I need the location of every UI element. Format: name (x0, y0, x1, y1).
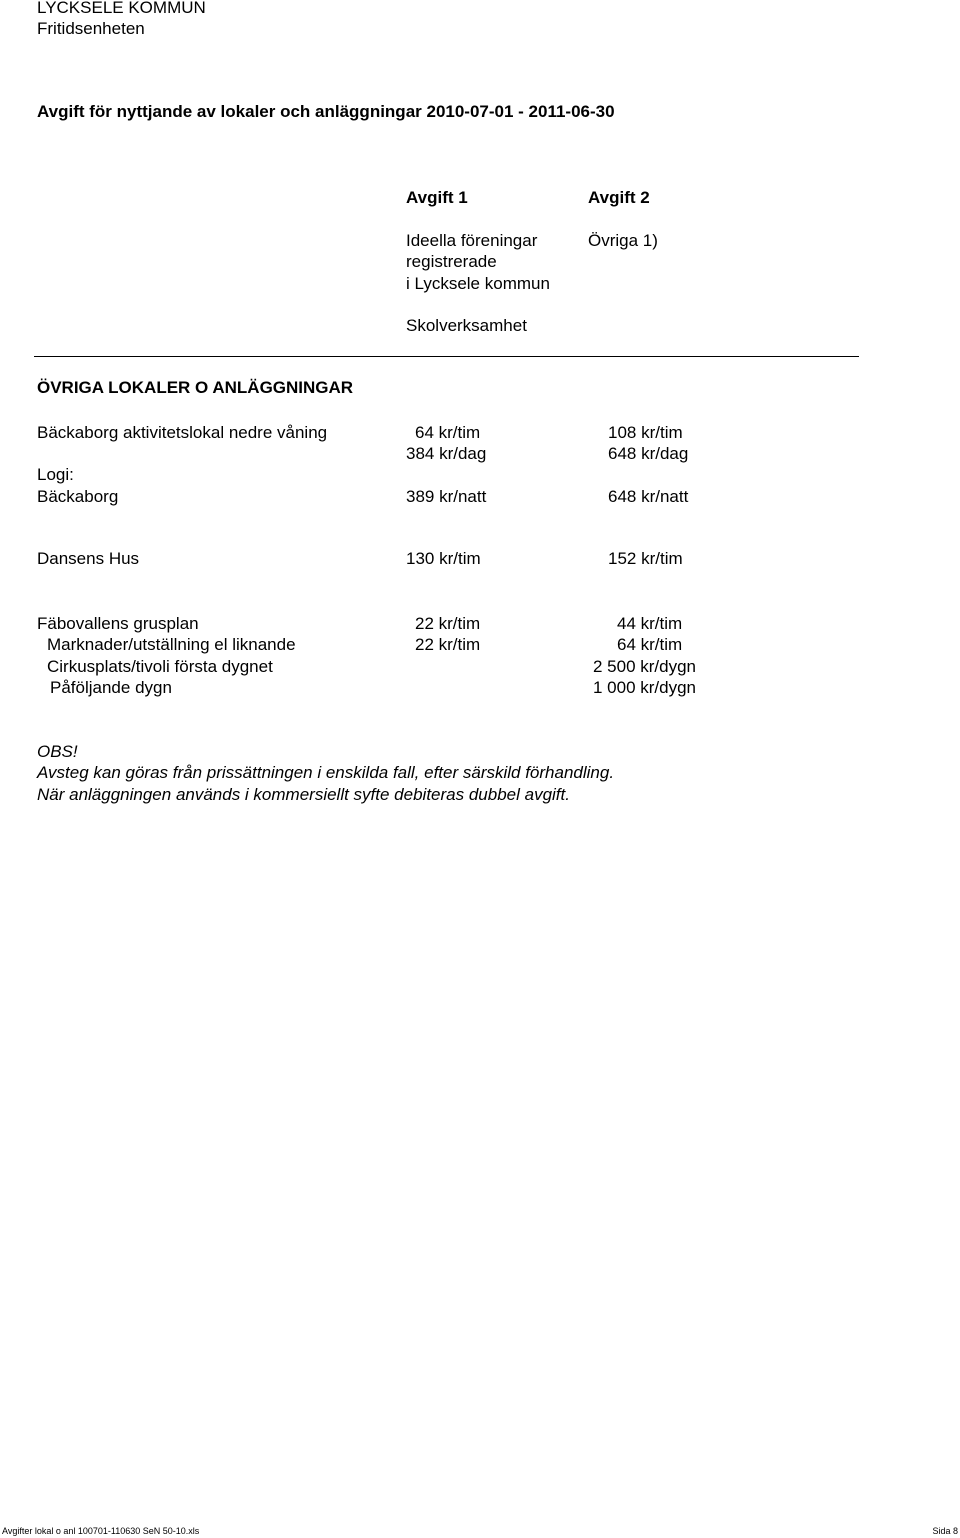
fee1-desc-line: registrerade (406, 252, 497, 271)
fee2-value: 648 kr/natt (608, 487, 689, 506)
notes-label: OBS! (37, 742, 78, 761)
fee1-desc-line: i Lycksele kommun (406, 274, 550, 293)
fee2-value: 108 kr/tim (608, 423, 683, 442)
row-label: Dansens Hus (37, 549, 140, 568)
fee2-heading: Avgift 2 (588, 188, 650, 207)
fee2-value: 2 500 kr/dygn (593, 657, 697, 676)
row-label: Bäckaborg aktivitetslokal nedre våning (37, 423, 328, 442)
section-heading: ÖVRIGA LOKALER O ANLÄGGNINGAR (37, 378, 354, 397)
row-label: Fäbovallens grusplan (37, 614, 199, 633)
row-label: Marknader/utställning el liknande (47, 635, 296, 654)
fee2-value: 152 kr/tim (608, 549, 683, 568)
fee2-desc: Övriga 1) (588, 231, 658, 250)
fee2-value: 44 kr/tim (617, 614, 683, 633)
fee1-value: 64 kr/tim (415, 423, 481, 442)
row-label: Logi: (37, 465, 74, 484)
notes-line: Avsteg kan göras från prissättningen i enskilda fall, efter särskild förhandling. (37, 763, 615, 782)
notes-line: När anläggningen används i kommersiellt syfte debiteras dubbel avgift. (37, 785, 570, 804)
org-name: LYCKSELE KOMMUN (37, 0, 206, 17)
department-name: Fritidsenheten (37, 19, 145, 38)
fee2-value: 64 kr/tim (617, 635, 683, 654)
fee1-value: 130 kr/tim (406, 549, 481, 568)
page-title: Avgift för nyttjande av lokaler och anläggningar 2010-07-01 - 2011-06-30 (37, 102, 615, 121)
footer-page-number: Sida 8 (932, 1526, 958, 1536)
fee2-value: 1 000 kr/dygn (593, 678, 697, 697)
header-divider (34, 356, 859, 357)
row-label: Bäckaborg (37, 487, 119, 506)
row-label: Påföljande dygn (50, 678, 172, 697)
fee1-desc-line: Skolverksamhet (406, 316, 527, 335)
fee1-heading: Avgift 1 (406, 188, 468, 207)
fee1-value: 22 kr/tim (415, 614, 481, 633)
footer-filename: Avgifter lokal o anl 100701-110630 SeN 50-10.xls (2, 1526, 200, 1536)
fee1-desc-line: Ideella föreningar (406, 231, 538, 250)
fee1-value: 384 kr/dag (406, 444, 487, 463)
fee1-value: 389 kr/natt (406, 487, 487, 506)
row-label: Cirkusplats/tivoli första dygnet (47, 657, 273, 676)
fee2-value: 648 kr/dag (608, 444, 689, 463)
fee1-value: 22 kr/tim (415, 635, 481, 654)
